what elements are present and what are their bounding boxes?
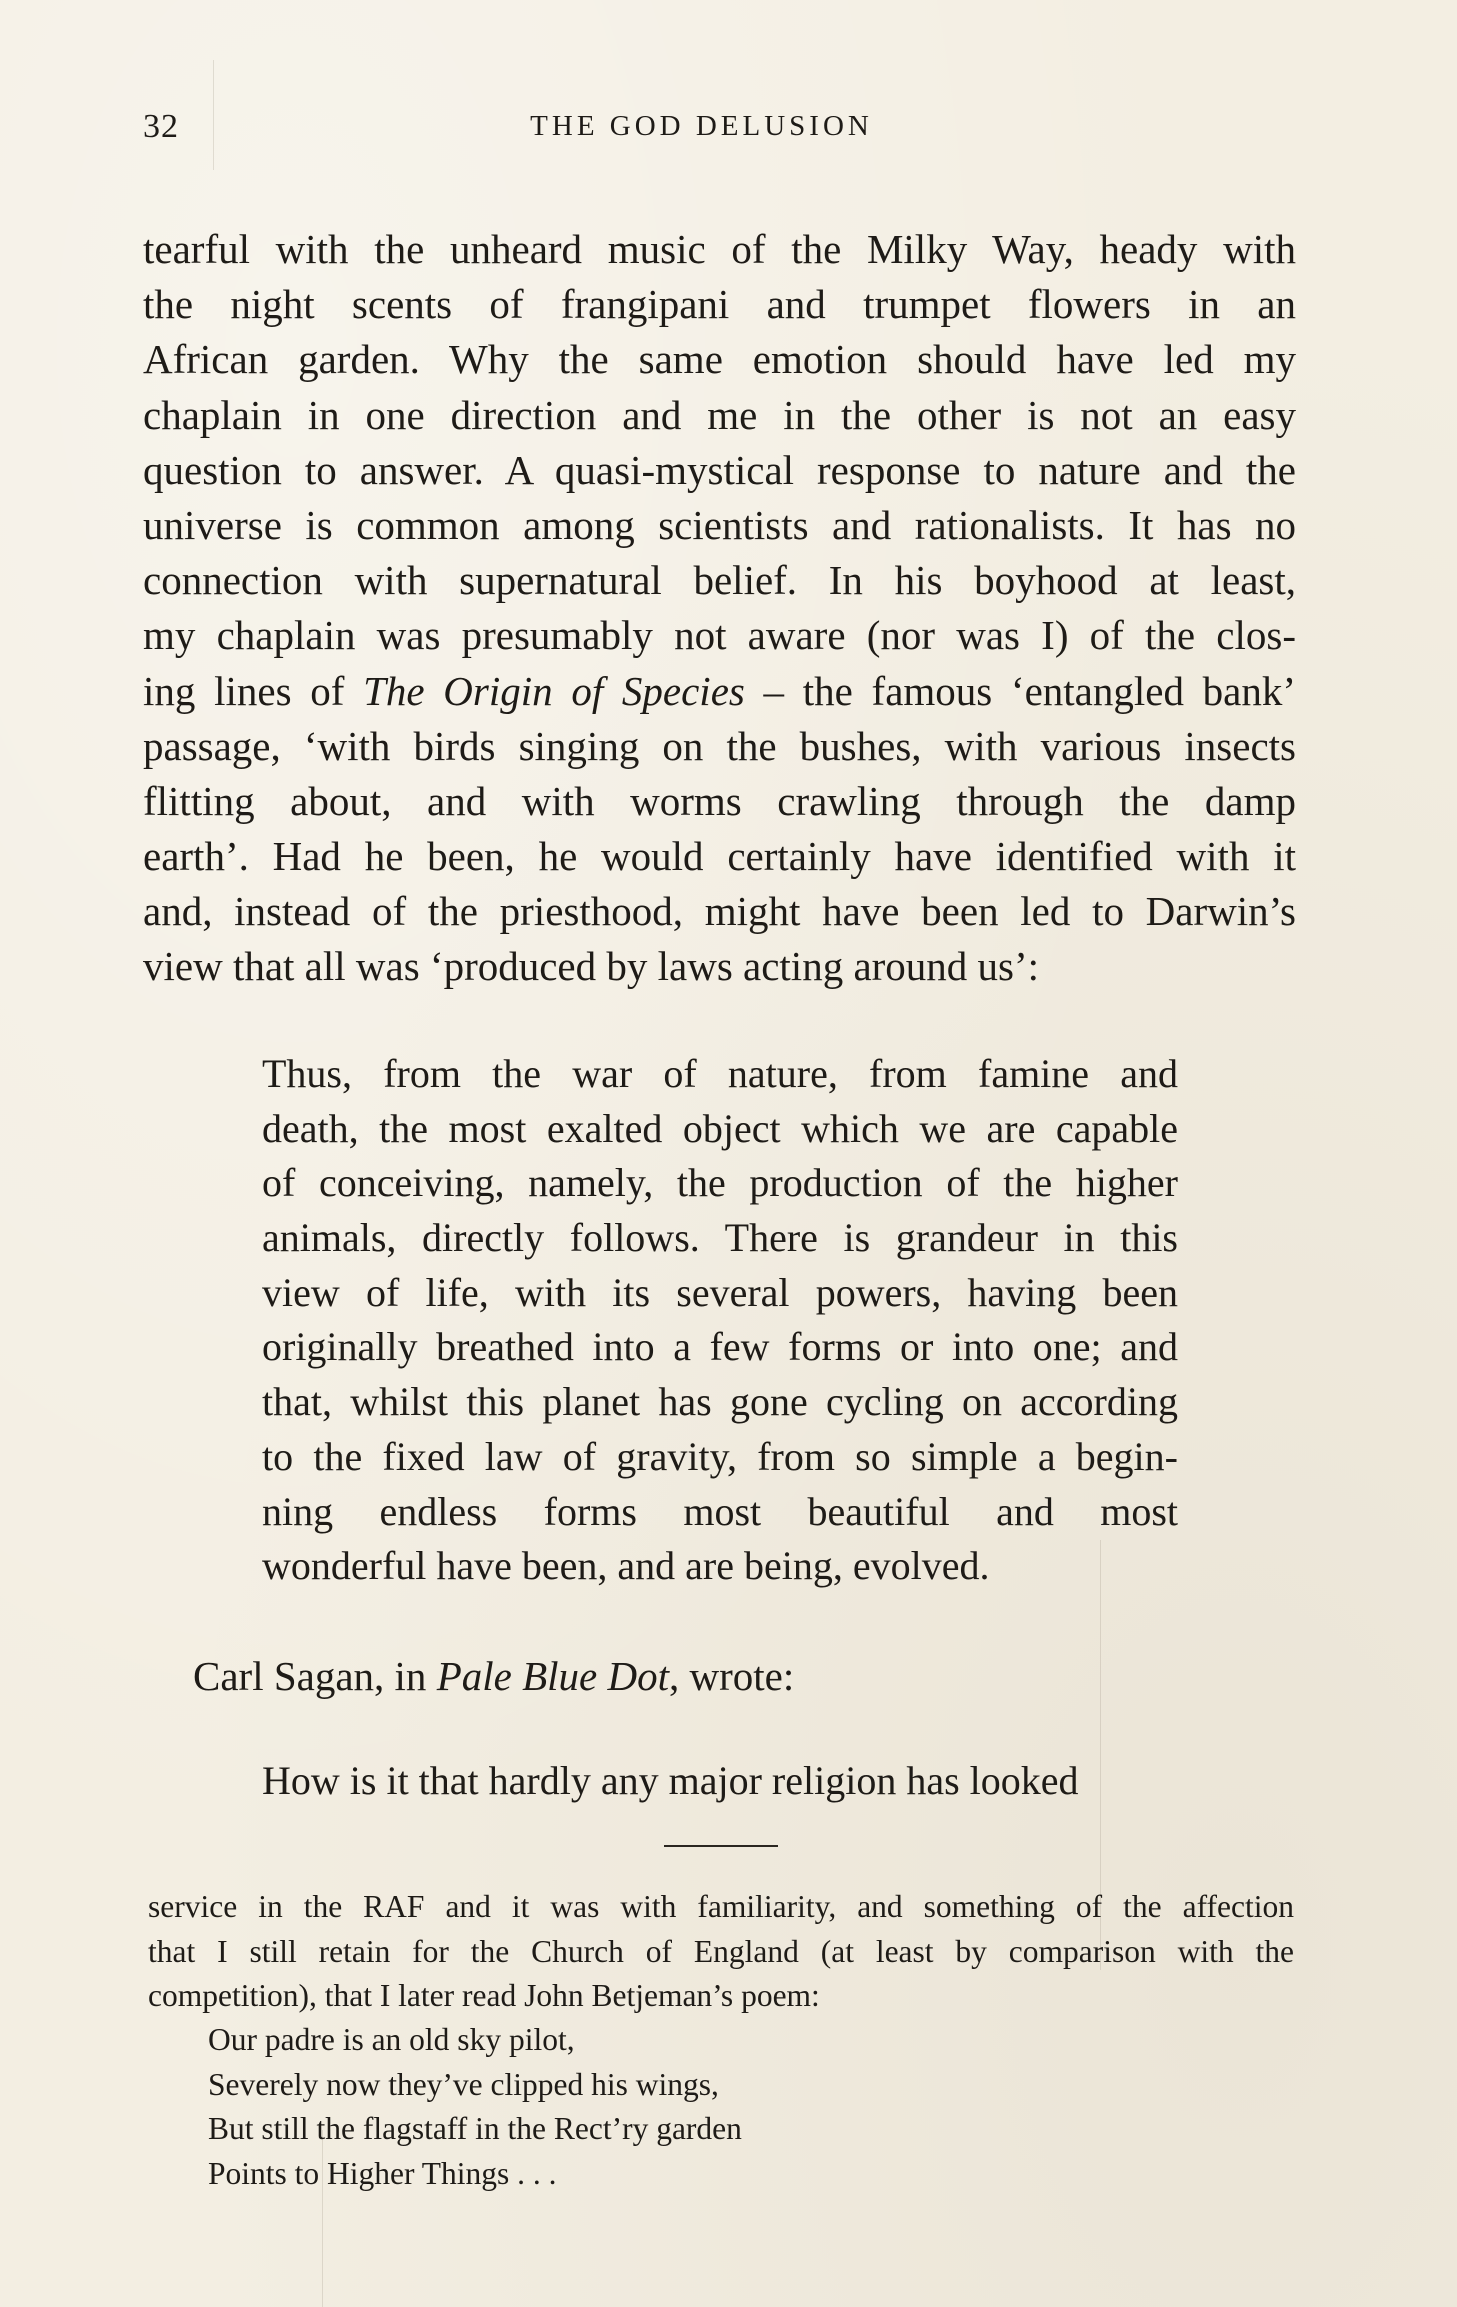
text-line: and, instead of the priesthood, might have been led to Darwin’s xyxy=(143,888,1296,935)
book-reference-pale-blue-dot: Pale Blue Dot xyxy=(436,1653,669,1699)
poem-line: But still the flagstaff in the Rect’ry garden xyxy=(208,2111,742,2146)
text-line: earth’. Had he been, he would certainly have identified with it xyxy=(143,833,1296,880)
text-line: universe is common among scientists and rationalists. It has no xyxy=(143,501,1296,548)
text-segment: , wrote: xyxy=(668,1653,795,1699)
quote-line: view of life, with its several powers, having been xyxy=(262,1269,1178,1315)
sagan-intro xyxy=(193,1652,794,1700)
quote-line: ning endless forms most beautiful and most xyxy=(262,1488,1178,1534)
poem-line: Our padre is an old sky pilot, xyxy=(208,2022,575,2057)
quote-line: death, the most exalted object which we are capable xyxy=(262,1105,1178,1151)
text-line xyxy=(143,664,1296,719)
text-line: flitting about, and with worms crawling through the damp xyxy=(143,777,1296,824)
footnote-line: that I still retain for the Church of England (at least by comparison with the xyxy=(148,1933,1294,1969)
poem-line: Severely now they’ve clipped his wings, xyxy=(208,2066,719,2102)
text-segment: – the famous ‘entangled bank’ xyxy=(744,667,1297,714)
quote-line: to the fixed law of gravity, from so simple a begin- xyxy=(262,1433,1178,1479)
text-line: tearful with the unheard music of the Milky Way, heady with xyxy=(143,226,1296,272)
page-number: 32 xyxy=(143,108,179,145)
sagan-quote-start: How is it that hardly any major religion has looked xyxy=(262,1758,1079,1803)
book-reference-origin-of-species: The Origin of Species xyxy=(363,667,745,714)
text-line: African garden. Why the same emotion should have led my xyxy=(143,336,1296,383)
text-line: my chaplain was presumably not aware (nor was I) of the clos- xyxy=(143,612,1296,659)
quote-line: originally breathed into a few forms or into one; and xyxy=(262,1324,1178,1370)
quote-line: Thus, from the war of nature, from famine and xyxy=(262,1051,1178,1096)
body-paragraph xyxy=(143,222,1296,995)
quote-line: animals, directly follows. There is grandeur in this xyxy=(262,1215,1178,1261)
text-line: view that all was ‘produced by laws acting around us’: xyxy=(143,943,1040,990)
footnote xyxy=(148,1885,1294,2019)
footnote-line: competition), that I later read John Betjeman’s poem: xyxy=(148,1978,820,2013)
footnote-poem xyxy=(208,2018,742,2196)
text-line: the night scents of frangipani and trumpet flowers in an xyxy=(143,281,1296,328)
footnote-line: service in the RAF and it was with familiarity, and something of the affection xyxy=(148,1889,1294,1924)
text-line: passage, ‘with birds singing on the bushes, with various insects xyxy=(143,722,1296,769)
darwin-block-quote xyxy=(262,1047,1178,1594)
quote-line: that, whilst this planet has gone cycling on according xyxy=(262,1379,1178,1425)
text-line: connection with supernatural belief. In his boyhood at least, xyxy=(143,557,1296,604)
text-segment: ing lines of xyxy=(143,667,364,714)
quote-line: wonderful have been, and are being, evolved. xyxy=(262,1543,990,1589)
text-segment: Carl Sagan, in xyxy=(193,1653,437,1699)
text-line: question to answer. A quasi-mystical response to nature and the xyxy=(143,446,1296,493)
running-head xyxy=(143,108,1300,154)
text-line: chaplain in one direction and me in the other is not an easy xyxy=(143,391,1296,438)
book-title: THE GOD DELUSION xyxy=(530,110,873,142)
footnote-divider xyxy=(664,1845,778,1847)
poem-line: Points to Higher Things . . . xyxy=(208,2155,557,2191)
quote-line: of conceiving, namely, the production of the higher xyxy=(262,1160,1178,1206)
